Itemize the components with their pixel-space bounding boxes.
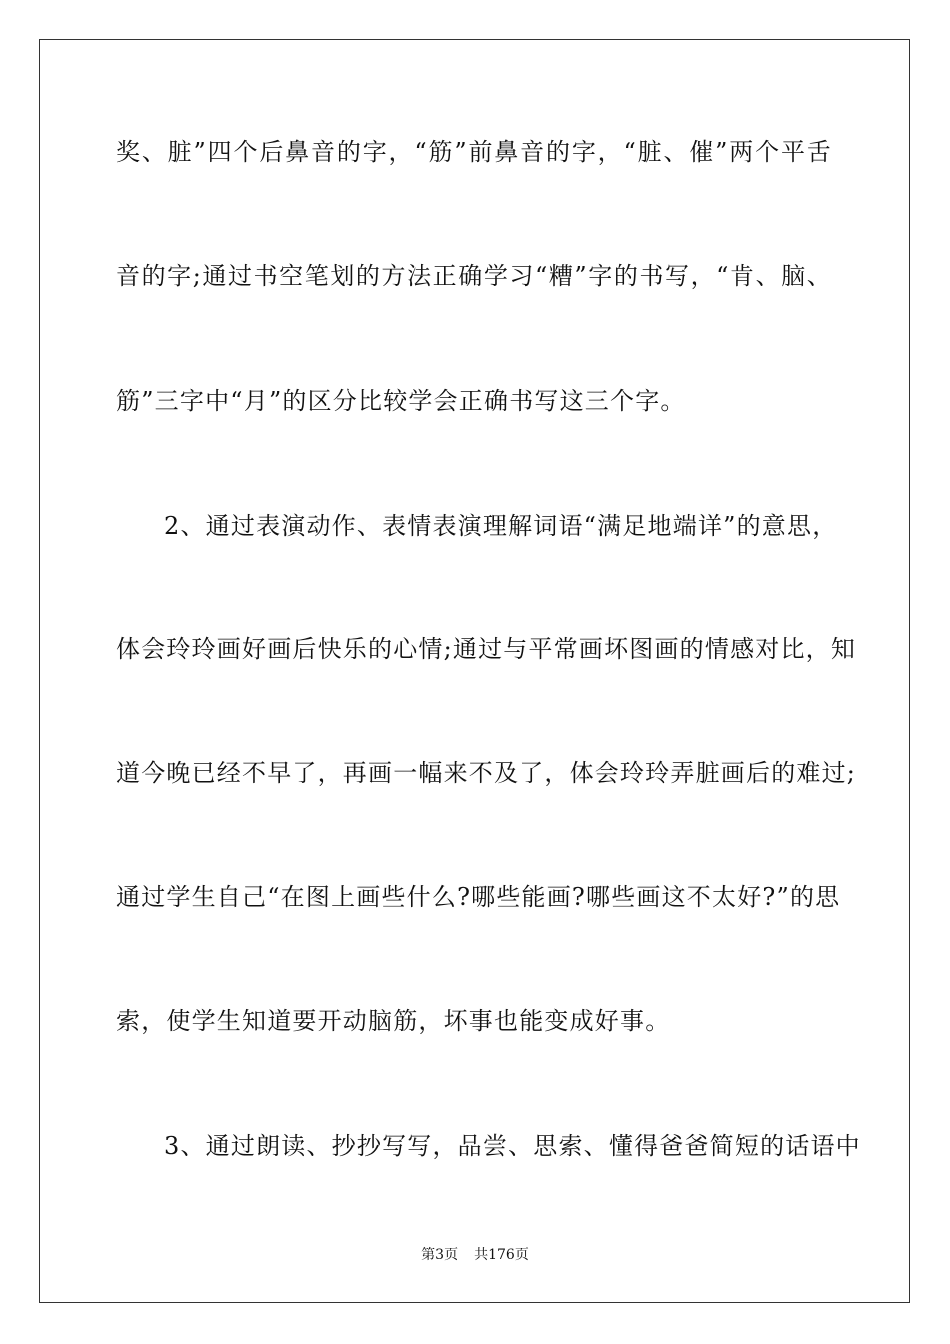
text-line-7: 通过学生自己“在图上画些什么?哪些能画?哪些画这不太好?”的思 xyxy=(116,883,841,911)
page-footer xyxy=(0,1246,950,1264)
page-number: 第3页 xyxy=(421,1247,459,1263)
text-line-9: 3、通过朗读、抄抄写写，品尝、思索、懂得爸爸简短的话语中 xyxy=(164,1132,861,1160)
text-line-6: 道今晚已经不早了，再画一幅来不及了，体会玲玲弄脏画后的难过; xyxy=(116,759,857,787)
text-line-4: 2、通过表演动作、表情表演理解词语“满足地端详”的意思， xyxy=(164,512,838,540)
total-pages: 共176页 xyxy=(474,1247,529,1263)
page-frame xyxy=(39,39,910,1303)
text-line-8: 索，使学生知道要开动脑筋，坏事也能变成好事。 xyxy=(116,1007,671,1035)
text-line-2: 音的字;通过书空笔划的方法正确学习“糟”字的书写，“肯、脑、 xyxy=(116,262,832,290)
text-line-3: 筋”三字中“月”的区分比较学会正确书写这三个字。 xyxy=(116,387,686,415)
text-line-1: 奖、脏”四个后鼻音的字，“筋”前鼻音的字，“脏、催”两个平舌 xyxy=(116,138,832,166)
text-line-5: 体会玲玲画好画后快乐的心情;通过与平常画坏图画的情感对比，知 xyxy=(116,635,857,663)
